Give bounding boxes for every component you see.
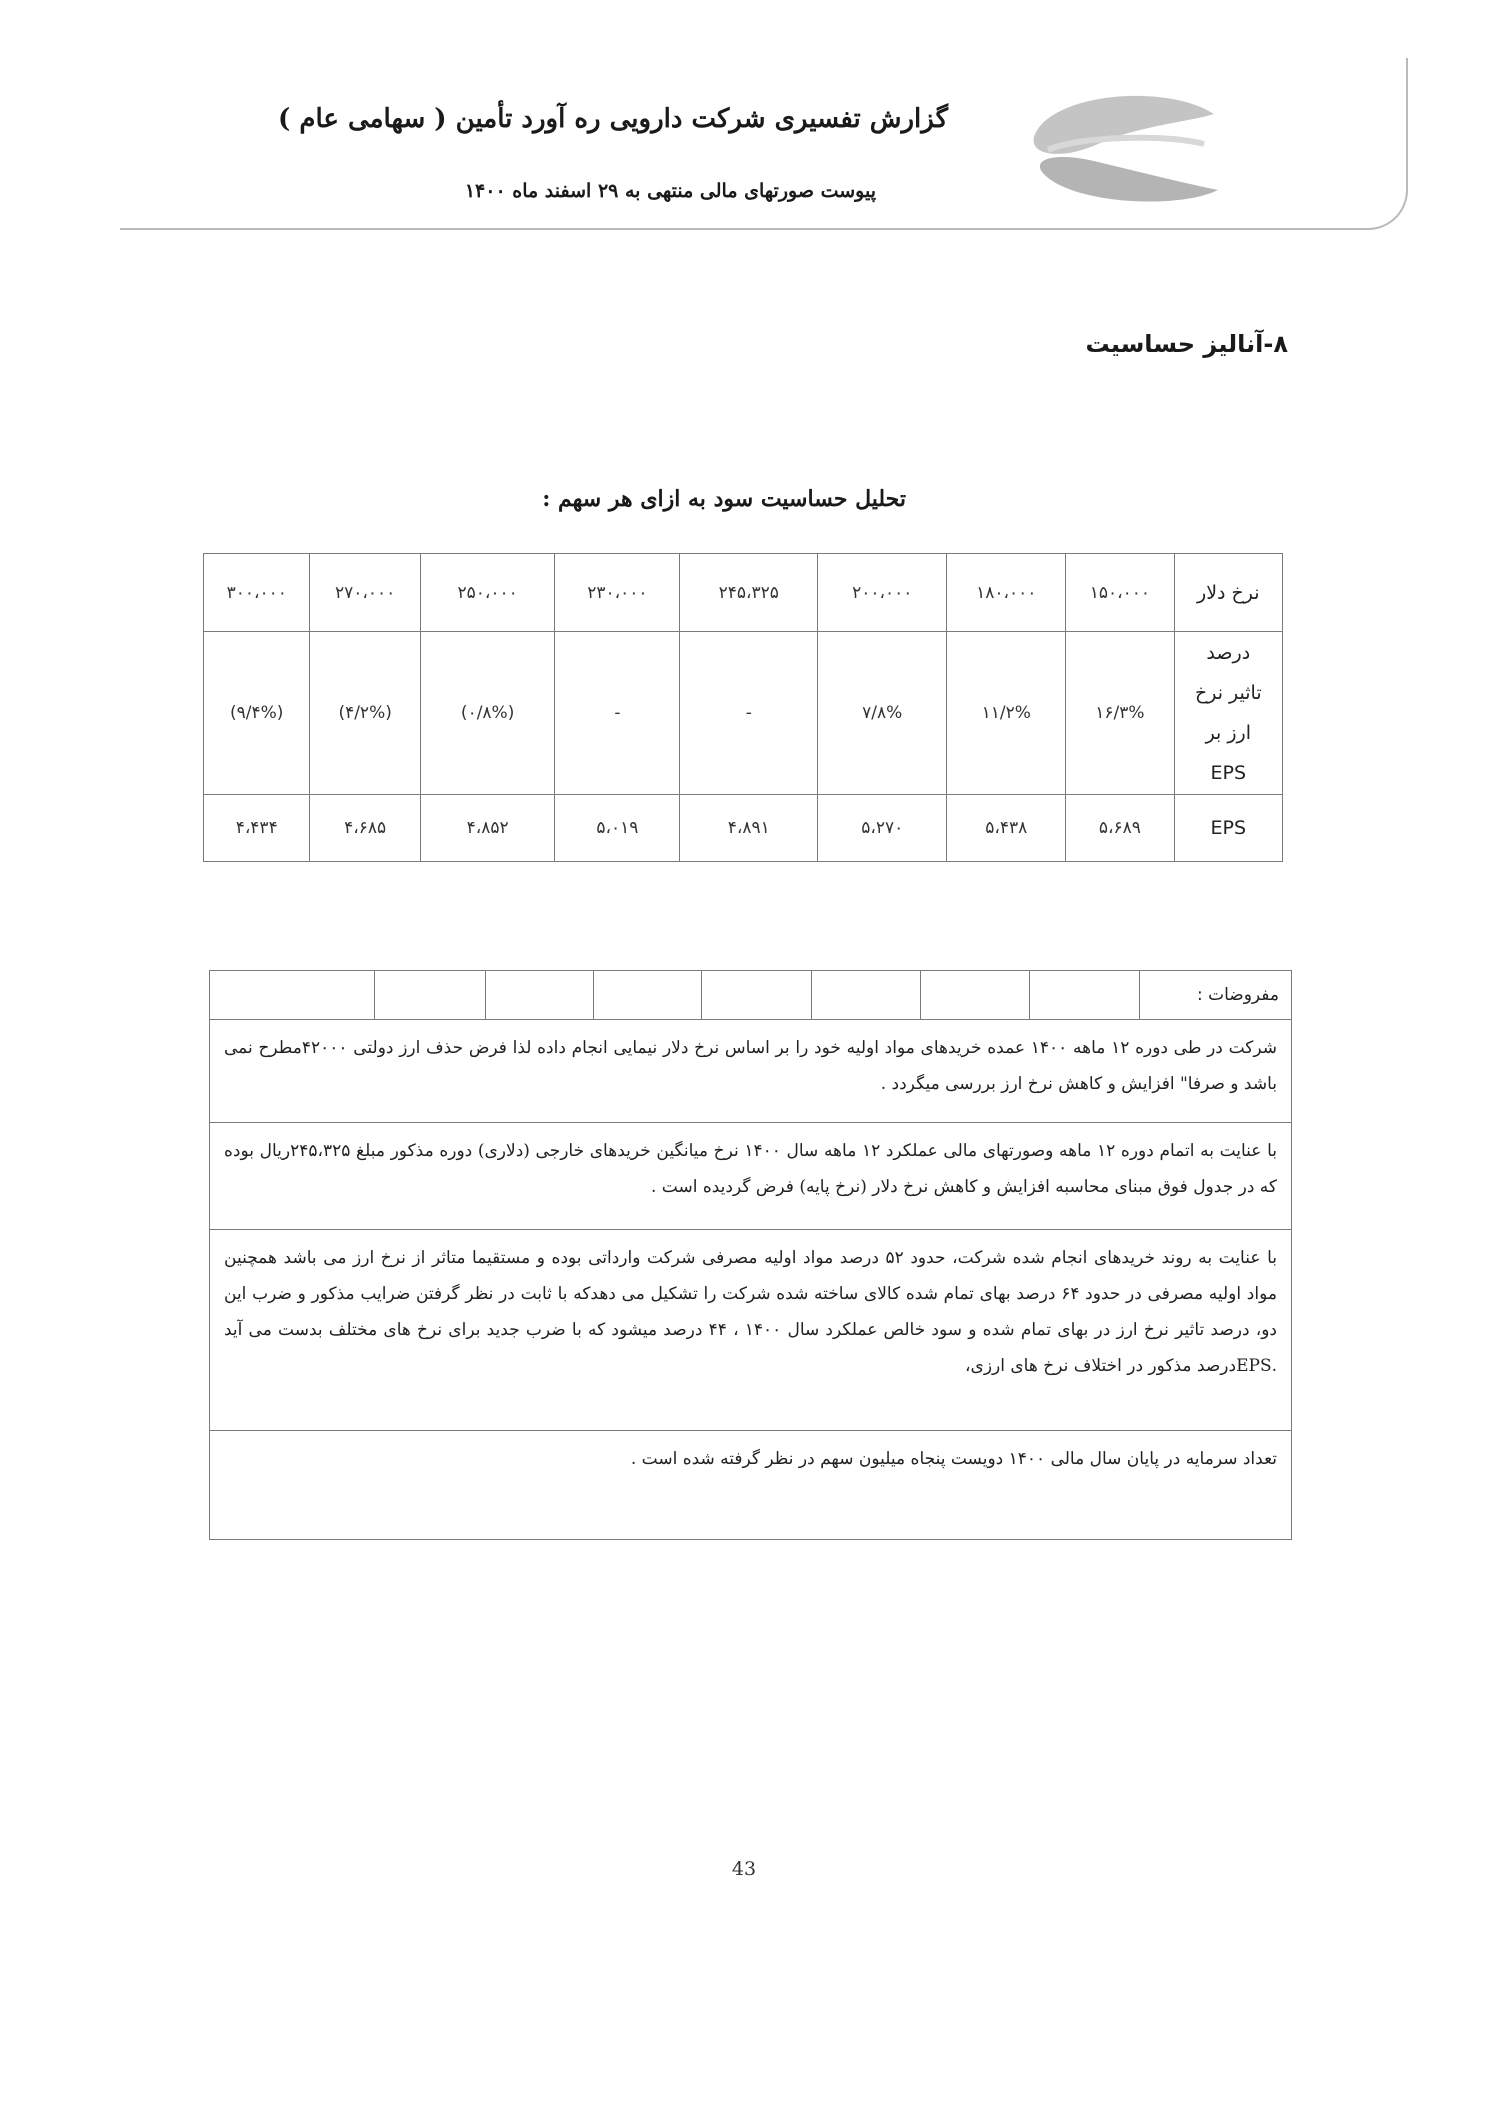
eps-label: EPS <box>1174 795 1282 862</box>
eps-cell: ۵،۶۸۹ <box>1066 795 1174 862</box>
assumptions-table <box>209 970 1292 1540</box>
eps-effect-cell: (۹/۴%) <box>204 632 310 795</box>
empty-cell <box>210 971 375 1020</box>
empty-cell <box>1030 971 1140 1020</box>
eps-effect-cell: (۴/۲%) <box>310 632 421 795</box>
dollar-rate-row <box>204 554 1283 632</box>
eps-cell: ۵،۰۱۹ <box>555 795 680 862</box>
eps-cell: ۴،۶۸۵ <box>310 795 421 862</box>
dollar-rate-cell: ۱۸۰،۰۰۰ <box>947 554 1066 632</box>
eps-cell: ۴،۸۹۱ <box>680 795 818 862</box>
assumptions-label: مفروضات : <box>1140 971 1292 1020</box>
empty-cell <box>702 971 812 1020</box>
sensitivity-table <box>203 553 1283 862</box>
assumption-row <box>210 1123 1292 1230</box>
table-title: تحلیل حساسیت سود به ازای هر سهم : <box>542 486 906 512</box>
document-title: گزارش تفسیری شرکت دارویی ره آورد تأمین ( سهامی عام ) <box>278 104 948 134</box>
eps-cell: ۴،۴۳۴ <box>204 795 310 862</box>
dollar-rate-cell: ۱۵۰،۰۰۰ <box>1066 554 1174 632</box>
empty-cell <box>375 971 486 1020</box>
document-subtitle: پیوست صورتهای مالی منتهی به ۲۹ اسفند ماه ۱۴۰۰ <box>464 180 876 202</box>
empty-cell <box>921 971 1030 1020</box>
eps-row <box>204 795 1283 862</box>
empty-cell <box>594 971 702 1020</box>
eps-effect-cell: - <box>680 632 818 795</box>
assumption-row <box>210 1230 1292 1431</box>
eps-effect-label: درصد تاثیر نرخ ارز بر EPS <box>1174 632 1282 795</box>
assumption-row <box>210 1020 1292 1123</box>
assumption-paragraph: با عنایت به روند خریدهای انجام شده شرکت، حدود ۵۲ درصد مواد اولیه مصرفی شرکت وارداتی بوده و مستقیما متاثر از نرخ ارز می باشد همچنین مواد اولیه مصرفی در حدود ۶۴ درصد بهای تمام شده کالای ساخته شده شرکت را تشکیل می دهدکه با ثابت در نظر گرفتن ضرایب مذکور و ضرب این دو، درصد تاثیر نرخ ارز در بهای تمام شده و سود خالص عملکرد سال ۱۴۰۰ ، ۴۴ درصد میشود که با ضرب جدید برای نرخ های مختلف بدست می آید .EPSدرصد مذکور در اختلاف نرخ های ارزی، <box>210 1230 1292 1431</box>
assumption-paragraph: با عنایت به اتمام دوره ۱۲ ماهه وصورتهای مالی عملکرد ۱۲ ماهه سال ۱۴۰۰ نرخ میانگین خریدهای خارجی (دلاری) دوره مذکور مبلغ ۲۴۵،۳۲۵ریال بوده که در جدول فوق مبنای محاسبه افزایش و کاهش نرخ دلار (نرخ پایه) فرض گردیده است . <box>210 1123 1292 1230</box>
dollar-rate-cell: ۳۰۰،۰۰۰ <box>204 554 310 632</box>
eps-effect-cell: ۱۶/۳% <box>1066 632 1174 795</box>
assumption-paragraph: تعداد سرمایه در پایان سال مالی ۱۴۰۰ دویست پنجاه میلیون سهم در نظر گرفته شده است . <box>210 1431 1292 1540</box>
eps-effect-cell: (۰/۸%) <box>420 632 554 795</box>
dollar-rate-cell: ۲۰۰،۰۰۰ <box>818 554 947 632</box>
section-heading: ۸-آنالیز حساسیت <box>1085 330 1288 358</box>
assumptions-header-row <box>210 971 1292 1020</box>
dollar-rate-label: نرخ دلار <box>1174 554 1282 632</box>
eps-effect-cell: - <box>555 632 680 795</box>
page-number: 43 <box>731 1858 757 1880</box>
dollar-rate-cell: ۲۳۰،۰۰۰ <box>555 554 680 632</box>
dollar-rate-cell: ۲۴۵،۳۲۵ <box>680 554 818 632</box>
empty-cell <box>812 971 921 1020</box>
eps-cell: ۴،۸۵۲ <box>420 795 554 862</box>
eps-cell: ۵،۴۳۸ <box>947 795 1066 862</box>
dollar-rate-cell: ۲۵۰،۰۰۰ <box>420 554 554 632</box>
empty-cell <box>486 971 594 1020</box>
eps-effect-row <box>204 632 1283 795</box>
eps-effect-cell: ۷/۸% <box>818 632 947 795</box>
assumption-row <box>210 1431 1292 1540</box>
eps-effect-cell: ۱۱/۲% <box>947 632 1066 795</box>
assumption-paragraph: شرکت در طی دوره ۱۲ ماهه ۱۴۰۰ عمده خریدهای مواد اولیه خود را بر اساس نرخ دلار نیمایی انجام داده لذا فرض حذف ارز دولتی ۴۲۰۰۰مطرح نمی باشد و صرفا" افزایش و کاهش نرخ ارز بررسی میگردد . <box>210 1020 1292 1123</box>
eps-cell: ۵،۲۷۰ <box>818 795 947 862</box>
dollar-rate-cell: ۲۷۰،۰۰۰ <box>310 554 421 632</box>
company-logo-icon <box>1018 92 1228 204</box>
